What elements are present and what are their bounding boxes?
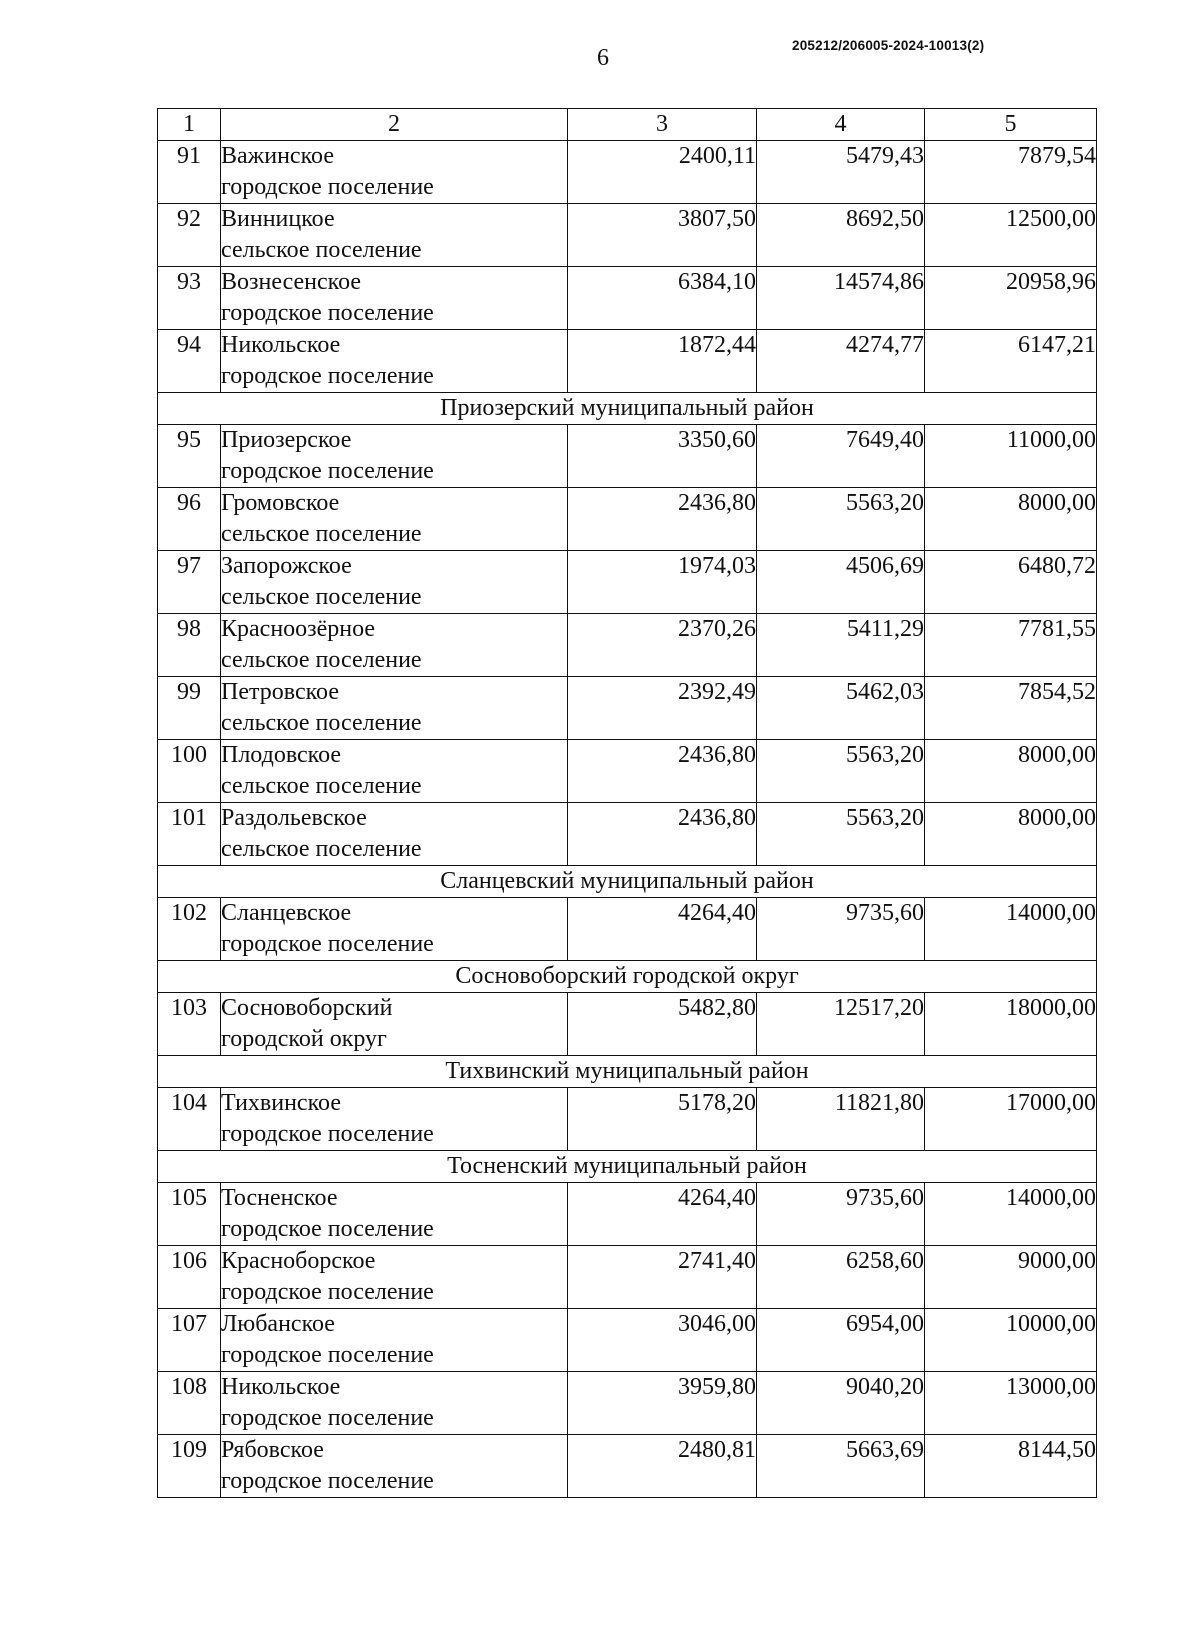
value-col-4: 5411,29 [757,614,925,677]
settlement-type-line: городское поселение [221,1405,434,1431]
settlement-name-line: Любанское [221,1311,335,1337]
settlement-name-line: Вознесенское [221,269,362,295]
data-table [157,108,1097,1498]
value-col-3: 2480,81 [568,1435,757,1498]
value-col-4: 6258,60 [757,1246,925,1309]
row-number: 106 [158,1246,221,1309]
settlement-name [221,677,568,740]
settlement-name-line: Плодовское [221,742,342,768]
value-col-5: 8144,50 [925,1435,1097,1498]
row-number: 101 [158,803,221,866]
row-number: 105 [158,1183,221,1246]
table-row [158,803,1097,866]
value-col-5: 13000,00 [925,1372,1097,1435]
value-col-5: 20958,96 [925,267,1097,330]
section-title: Приозерский муниципальный район [158,393,1097,425]
row-number: 96 [158,488,221,551]
value-col-5: 18000,00 [925,993,1097,1056]
value-col-5: 8000,00 [925,803,1097,866]
value-col-3: 2741,40 [568,1246,757,1309]
value-col-3: 1974,03 [568,551,757,614]
settlement-name [221,425,568,488]
settlement-name-line: Петровское [221,679,339,705]
row-number: 95 [158,425,221,488]
table-row [158,267,1097,330]
value-col-5: 14000,00 [925,898,1097,961]
row-number: 91 [158,141,221,204]
value-col-3: 2392,49 [568,677,757,740]
value-col-3: 3807,50 [568,204,757,267]
settlement-type-line: сельское поселение [221,237,422,263]
settlement-name-line: Важинское [221,143,334,169]
settlement-name-line: Тосненское [221,1185,338,1211]
value-col-4: 5563,20 [757,740,925,803]
value-col-3: 3959,80 [568,1372,757,1435]
value-col-3: 5178,20 [568,1088,757,1151]
settlement-type-line: городское поселение [221,1121,434,1147]
row-number: 103 [158,993,221,1056]
section-row [158,866,1097,898]
table-row [158,551,1097,614]
table-row [158,141,1097,204]
settlement-name [221,1183,568,1246]
table-row [158,425,1097,488]
value-col-5: 11000,00 [925,425,1097,488]
value-col-5: 12500,00 [925,204,1097,267]
value-col-3: 2436,80 [568,740,757,803]
row-number: 102 [158,898,221,961]
value-col-4: 8692,50 [757,204,925,267]
settlement-name [221,993,568,1056]
page-number: 6 [597,45,609,71]
table-row [158,1088,1097,1151]
settlement-type-line: городской округ [221,1026,387,1052]
value-col-5: 7781,55 [925,614,1097,677]
settlement-name-line: Сосновоборский [221,995,393,1021]
settlement-type-line: городское поселение [221,458,434,484]
value-col-4: 5563,20 [757,488,925,551]
settlement-name-line: Никольское [221,1374,341,1400]
section-row [158,1151,1097,1183]
table-row [158,677,1097,740]
table-row [158,1183,1097,1246]
table-row [158,898,1097,961]
settlement-name [221,1246,568,1309]
table-row [158,330,1097,393]
row-number: 107 [158,1309,221,1372]
value-col-4: 9040,20 [757,1372,925,1435]
settlement-type-line: городское поселение [221,1342,434,1368]
section-title: Тосненский муниципальный район [158,1151,1097,1183]
settlement-name [221,1372,568,1435]
value-col-4: 6954,00 [757,1309,925,1372]
section-title: Сланцевский муниципальный район [158,866,1097,898]
settlement-type-line: сельское поселение [221,584,422,610]
document-code: 205212/206005-2024-10013(2) [792,38,985,53]
table-row [158,740,1097,803]
value-col-4: 4506,69 [757,551,925,614]
value-col-5: 9000,00 [925,1246,1097,1309]
settlement-type-line: городское поселение [221,174,434,200]
value-col-3: 2400,11 [568,141,757,204]
value-col-5: 10000,00 [925,1309,1097,1372]
settlement-name [221,614,568,677]
column-header: 4 [757,109,925,141]
value-col-3: 4264,40 [568,898,757,961]
row-number: 92 [158,204,221,267]
value-col-3: 6384,10 [568,267,757,330]
column-header: 5 [925,109,1097,141]
table-row [158,1309,1097,1372]
settlement-type-line: городское поселение [221,363,434,389]
value-col-3: 4264,40 [568,1183,757,1246]
header-row [158,109,1097,141]
value-col-3: 3046,00 [568,1309,757,1372]
settlement-type-line: сельское поселение [221,647,422,673]
row-number: 109 [158,1435,221,1498]
table-row [158,204,1097,267]
row-number: 98 [158,614,221,677]
value-col-5: 6147,21 [925,330,1097,393]
value-col-4: 5563,20 [757,803,925,866]
settlement-name [221,1435,568,1498]
section-row [158,1056,1097,1088]
value-col-3: 2370,26 [568,614,757,677]
value-col-5: 17000,00 [925,1088,1097,1151]
value-col-5: 7879,54 [925,141,1097,204]
value-col-4: 11821,80 [757,1088,925,1151]
settlement-name [221,488,568,551]
settlement-type-line: городское поселение [221,931,434,957]
settlement-type-line: сельское поселение [221,521,422,547]
settlement-type-line: сельское поселение [221,773,422,799]
row-number: 93 [158,267,221,330]
section-row [158,393,1097,425]
settlement-name-line: Красноборское [221,1248,376,1274]
settlement-name [221,803,568,866]
settlement-name-line: Красноозёрное [221,616,376,642]
column-header: 1 [158,109,221,141]
settlement-name [221,330,568,393]
settlement-name [221,1088,568,1151]
table-row [158,488,1097,551]
settlement-name [221,1309,568,1372]
section-row [158,961,1097,993]
row-number: 99 [158,677,221,740]
settlement-name-line: Никольское [221,332,341,358]
value-col-4: 7649,40 [757,425,925,488]
value-col-3: 5482,80 [568,993,757,1056]
value-col-5: 14000,00 [925,1183,1097,1246]
value-col-3: 2436,80 [568,803,757,866]
value-col-4: 14574,86 [757,267,925,330]
value-col-4: 5479,43 [757,141,925,204]
table-row [158,1246,1097,1309]
settlement-type-line: городское поселение [221,300,434,326]
value-col-4: 9735,60 [757,898,925,961]
settlement-type-line: сельское поселение [221,710,422,736]
table-row [158,1372,1097,1435]
row-number: 108 [158,1372,221,1435]
value-col-4: 5462,03 [757,677,925,740]
row-number: 97 [158,551,221,614]
table-row [158,993,1097,1056]
settlement-name-line: Винницкое [221,206,335,232]
row-number: 104 [158,1088,221,1151]
settlement-type-line: городское поселение [221,1279,434,1305]
value-col-3: 3350,60 [568,425,757,488]
section-title: Сосновоборский городской округ [158,961,1097,993]
settlement-name [221,898,568,961]
section-title: Тихвинский муниципальный район [158,1056,1097,1088]
settlement-name-line: Сланцевское [221,900,352,926]
value-col-3: 2436,80 [568,488,757,551]
settlement-name [221,141,568,204]
table-row [158,1435,1097,1498]
value-col-3: 1872,44 [568,330,757,393]
settlement-name [221,740,568,803]
table-body [158,109,1097,1498]
row-number: 94 [158,330,221,393]
settlement-name-line: Громовское [221,490,340,516]
column-header: 2 [221,109,568,141]
value-col-4: 12517,20 [757,993,925,1056]
value-col-5: 8000,00 [925,740,1097,803]
row-number: 100 [158,740,221,803]
settlement-type-line: городское поселение [221,1468,434,1494]
settlement-type-line: городское поселение [221,1216,434,1242]
value-col-5: 6480,72 [925,551,1097,614]
value-col-4: 9735,60 [757,1183,925,1246]
settlement-name-line: Запорожское [221,553,352,579]
table-row [158,614,1097,677]
settlement-name [221,204,568,267]
value-col-5: 8000,00 [925,488,1097,551]
value-col-5: 7854,52 [925,677,1097,740]
value-col-4: 5663,69 [757,1435,925,1498]
settlement-name [221,551,568,614]
settlement-name-line: Рябовское [221,1437,324,1463]
settlement-name-line: Тихвинское [221,1090,341,1116]
settlement-type-line: сельское поселение [221,836,422,862]
column-header: 3 [568,109,757,141]
settlement-name-line: Приозерское [221,427,352,453]
settlement-name-line: Раздольевское [221,805,367,831]
value-col-4: 4274,77 [757,330,925,393]
settlement-name [221,267,568,330]
